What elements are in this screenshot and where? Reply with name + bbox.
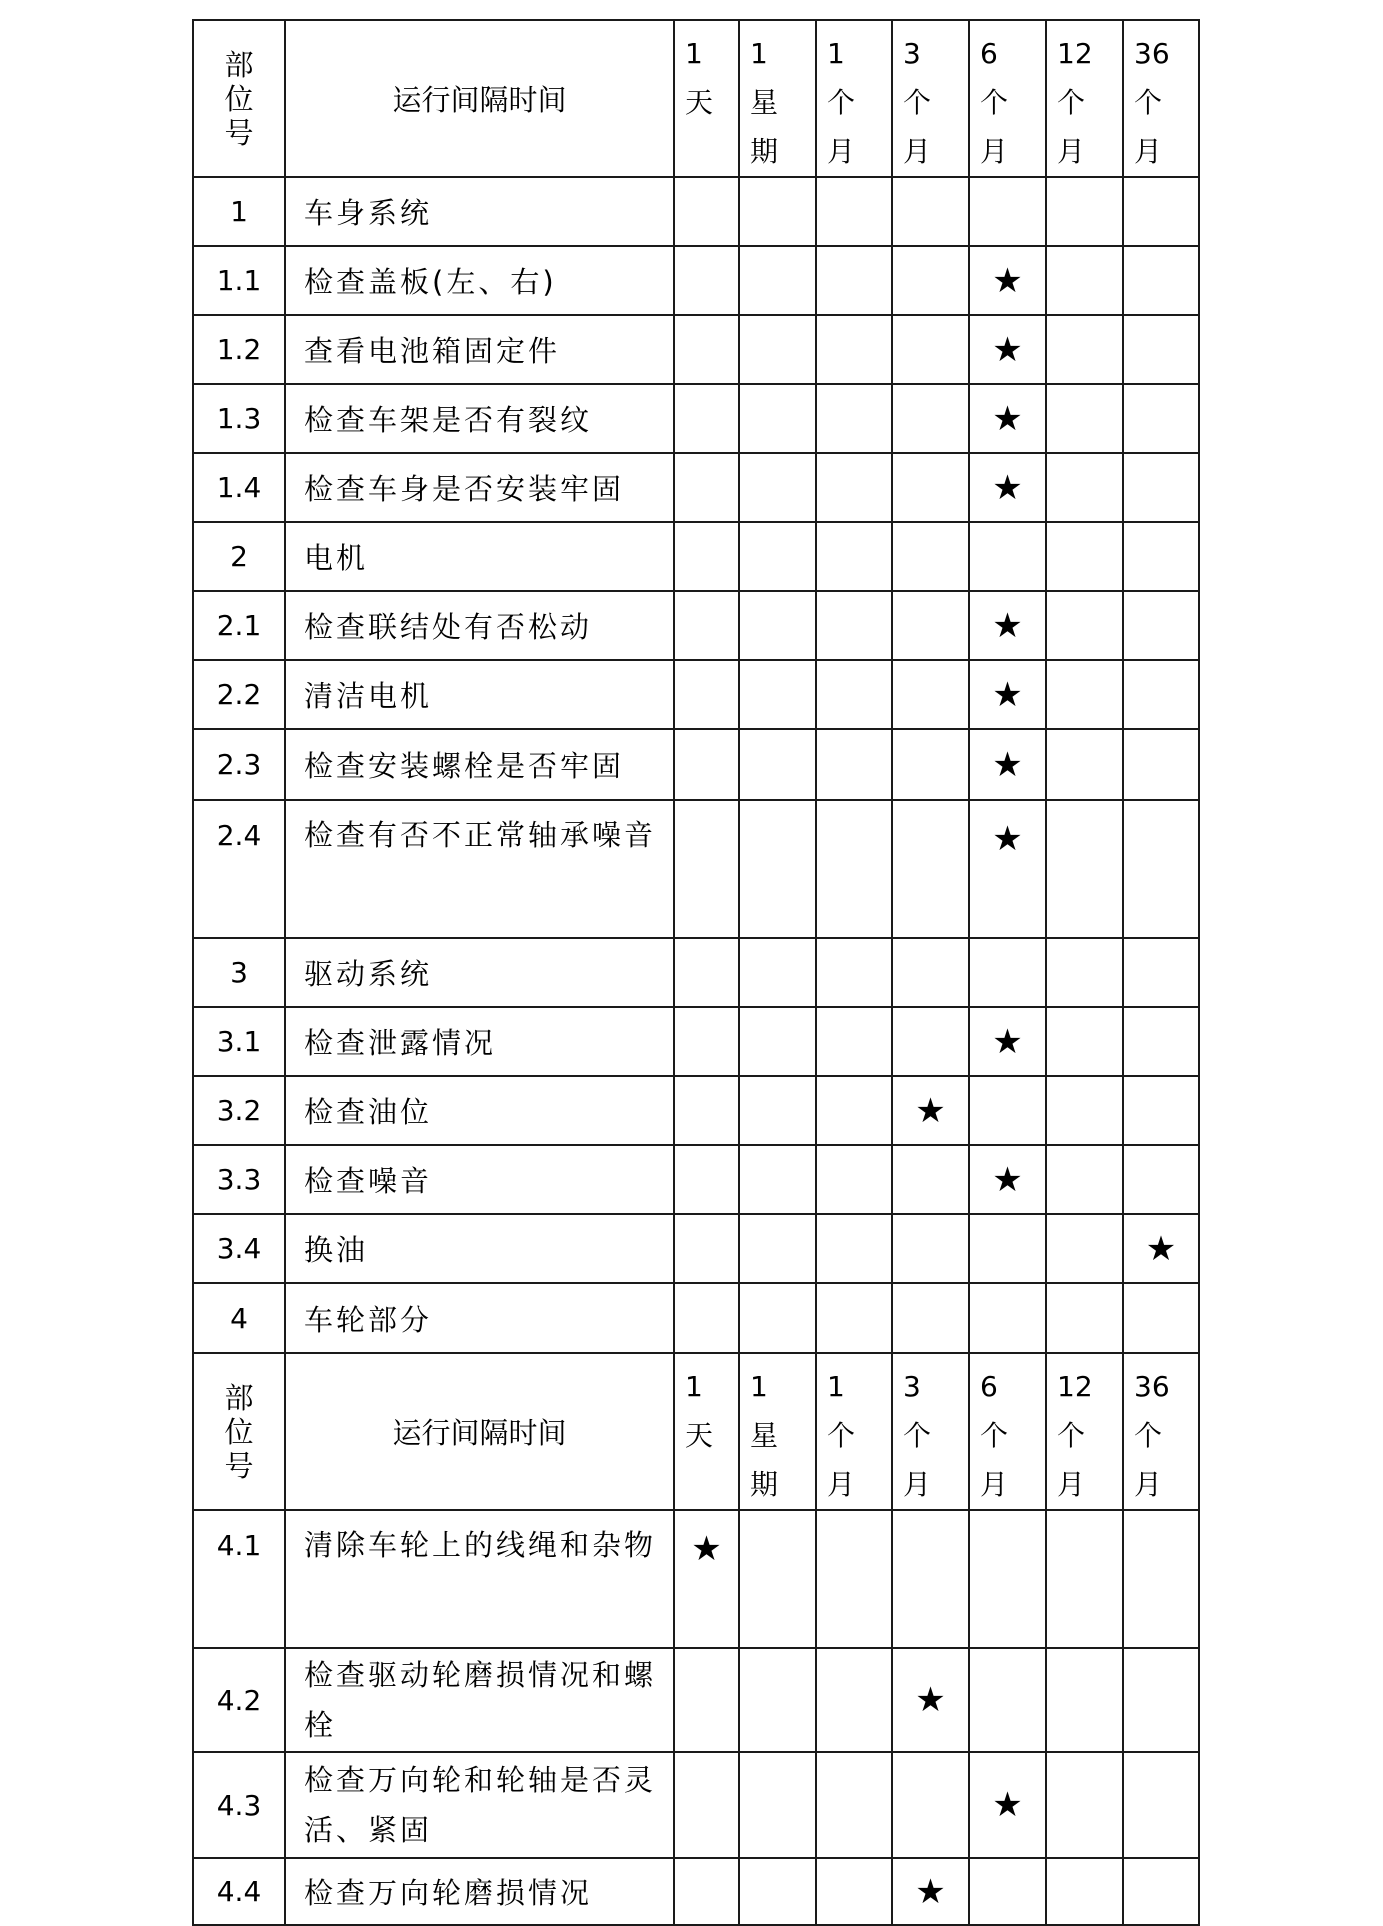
interval-cell	[969, 591, 1046, 660]
interval-cell	[674, 660, 739, 729]
interval-cell	[674, 1858, 739, 1925]
interval-cell	[892, 246, 969, 315]
row-id: 3	[193, 938, 285, 1007]
interval-cell	[1046, 177, 1123, 246]
star-icon: ★	[915, 1871, 946, 1912]
interval-cell	[1123, 660, 1199, 729]
row-id: 3.2	[193, 1076, 285, 1145]
star-icon: ★	[992, 744, 1023, 785]
row-id: 3.4	[193, 1214, 285, 1283]
interval-unit-char: 月	[827, 135, 856, 168]
star-icon: ★	[1145, 1228, 1177, 1269]
row-description: 检查车架是否有裂纹	[285, 384, 674, 453]
interval-cell	[1046, 246, 1123, 315]
interval-unit-char: 月	[1057, 1468, 1086, 1501]
interval-cell	[1046, 1145, 1123, 1214]
interval-cell	[1123, 315, 1199, 384]
interval-cell	[739, 1648, 816, 1752]
interval-cell	[1046, 453, 1123, 522]
interval-cell	[739, 1510, 816, 1648]
interval-unit-char: 期	[750, 1468, 779, 1501]
interval-cell	[892, 1007, 969, 1076]
interval-cell	[816, 1145, 892, 1214]
table-row	[193, 177, 1199, 246]
star-icon: ★	[992, 329, 1023, 370]
interval-cell	[816, 1858, 892, 1925]
interval-cell	[816, 177, 892, 246]
row-description: 驱动系统	[285, 938, 674, 1007]
table-row	[193, 729, 1199, 800]
table-row	[193, 1510, 1199, 1648]
row-description: 检查万向轮和轮轴是否灵活、紧固	[285, 1752, 674, 1858]
row-description: 检查联结处有否松动	[285, 591, 674, 660]
header-interval	[892, 20, 969, 177]
interval-cell	[674, 1076, 739, 1145]
interval-cell	[674, 729, 739, 800]
interval-cell	[1046, 1283, 1123, 1353]
interval-cell	[739, 453, 816, 522]
interval-cell	[1123, 800, 1199, 938]
interval-cell	[816, 522, 892, 591]
interval-unit-char: 月	[827, 1468, 856, 1501]
star-icon: ★	[992, 1785, 1023, 1825]
interval-cell	[816, 384, 892, 453]
interval-number: 1	[750, 37, 768, 70]
interval-cell	[892, 177, 969, 246]
interval-cell	[739, 1007, 816, 1076]
star-icon: ★	[915, 1090, 946, 1131]
interval-cell	[1046, 938, 1123, 1007]
interval-cell	[1046, 800, 1123, 938]
interval-cell	[674, 591, 739, 660]
interval-cell	[739, 938, 816, 1007]
row-id: 2.1	[193, 591, 285, 660]
interval-cell	[969, 522, 1046, 591]
header-id-char: 部	[224, 47, 254, 82]
row-id: 2.2	[193, 660, 285, 729]
interval-cell	[969, 1145, 1046, 1214]
interval-cell	[1123, 591, 1199, 660]
interval-cell	[1123, 1007, 1199, 1076]
row-id: 4.2	[193, 1648, 285, 1752]
interval-cell	[816, 315, 892, 384]
interval-cell	[739, 1076, 816, 1145]
row-description: 检查噪音	[285, 1145, 674, 1214]
interval-cell	[892, 384, 969, 453]
table-row	[193, 1214, 1199, 1283]
header-id-char: 位	[224, 81, 254, 116]
table-row	[193, 522, 1199, 591]
interval-cell	[1123, 1510, 1199, 1648]
star-icon: ★	[992, 674, 1023, 715]
interval-cell	[1123, 246, 1199, 315]
interval-cell	[1123, 938, 1199, 1007]
header-interval	[816, 20, 892, 177]
interval-cell	[969, 729, 1046, 800]
interval-cell	[1046, 1858, 1123, 1925]
interval-number: 12	[1057, 37, 1093, 70]
header-interval	[816, 1353, 892, 1510]
interval-cell	[739, 384, 816, 453]
table-row	[193, 1752, 1199, 1858]
table-row	[193, 453, 1199, 522]
interval-cell	[1046, 315, 1123, 384]
row-description: 检查驱动轮磨损情况和螺栓	[285, 1648, 674, 1752]
row-id: 4	[193, 1283, 285, 1353]
interval-number: 1	[750, 1370, 768, 1403]
interval-unit-char: 个	[980, 1419, 1009, 1452]
interval-number: 36	[1134, 1370, 1170, 1403]
interval-number: 1	[827, 37, 845, 70]
interval-unit-char: 星	[750, 1419, 779, 1452]
interval-cell	[969, 315, 1046, 384]
interval-cell	[739, 729, 816, 800]
interval-cell	[816, 938, 892, 1007]
interval-cell	[892, 660, 969, 729]
interval-cell	[816, 246, 892, 315]
interval-cell	[674, 1648, 739, 1752]
row-description: 清除车轮上的线绳和杂物	[285, 1510, 674, 1648]
header-interval	[739, 1353, 816, 1510]
header-row	[193, 1353, 1199, 1510]
interval-cell	[674, 800, 739, 938]
interval-unit-char: 个	[827, 1419, 856, 1452]
maintenance-schedule-table	[192, 19, 1200, 1926]
interval-cell	[892, 1076, 969, 1145]
interval-cell	[892, 453, 969, 522]
interval-cell	[1046, 591, 1123, 660]
interval-number: 1	[685, 1370, 703, 1403]
interval-cell	[816, 1076, 892, 1145]
interval-cell	[892, 1752, 969, 1858]
interval-number: 3	[903, 37, 921, 70]
interval-cell	[1046, 384, 1123, 453]
row-id: 2	[193, 522, 285, 591]
star-icon: ★	[915, 1680, 946, 1720]
interval-unit-char: 星	[750, 86, 779, 119]
interval-cell	[674, 1510, 739, 1648]
interval-unit-char: 天	[685, 1419, 714, 1452]
interval-cell	[892, 938, 969, 1007]
interval-unit-char: 个	[903, 86, 932, 119]
interval-cell	[1123, 1214, 1199, 1283]
row-id: 1	[193, 177, 285, 246]
interval-cell	[892, 591, 969, 660]
header-title: 运行间隔时间	[285, 1353, 674, 1510]
interval-cell	[816, 1648, 892, 1752]
interval-cell	[739, 522, 816, 591]
star-icon: ★	[992, 819, 1023, 859]
star-icon: ★	[992, 605, 1023, 646]
interval-cell	[1123, 384, 1199, 453]
header-interval	[1123, 1353, 1199, 1510]
interval-unit-char: 个	[903, 1419, 932, 1452]
interval-cell	[674, 246, 739, 315]
interval-cell	[816, 1752, 892, 1858]
interval-cell	[816, 1214, 892, 1283]
table-row	[193, 1648, 1199, 1752]
interval-unit-char: 月	[1134, 1468, 1163, 1501]
interval-unit-char: 个	[1134, 1419, 1163, 1452]
row-description: 清洁电机	[285, 660, 674, 729]
interval-cell	[674, 522, 739, 591]
row-description: 检查车身是否安装牢固	[285, 453, 674, 522]
interval-cell	[739, 315, 816, 384]
interval-cell	[1123, 1145, 1199, 1214]
interval-cell	[674, 315, 739, 384]
row-id: 1.2	[193, 315, 285, 384]
interval-cell	[892, 522, 969, 591]
interval-cell	[1046, 1752, 1123, 1858]
interval-cell	[739, 591, 816, 660]
interval-unit-char: 个	[1057, 86, 1086, 119]
interval-cell	[892, 1214, 969, 1283]
header-interval	[892, 1353, 969, 1510]
table-row	[193, 315, 1199, 384]
row-description: 车身系统	[285, 177, 674, 246]
interval-cell	[1123, 453, 1199, 522]
star-icon: ★	[992, 467, 1023, 508]
interval-cell	[674, 938, 739, 1007]
table-row	[193, 591, 1199, 660]
interval-cell	[969, 384, 1046, 453]
row-description: 检查安装螺栓是否牢固	[285, 729, 674, 800]
header-id-label	[193, 20, 285, 177]
table-row	[193, 384, 1199, 453]
interval-cell	[674, 384, 739, 453]
header-interval	[1046, 1353, 1123, 1510]
interval-cell	[892, 1858, 969, 1925]
header-interval	[739, 20, 816, 177]
row-description: 电机	[285, 522, 674, 591]
interval-cell	[969, 800, 1046, 938]
interval-cell	[1123, 1752, 1199, 1858]
interval-cell	[969, 453, 1046, 522]
table-row	[193, 938, 1199, 1007]
table-row	[193, 1858, 1199, 1925]
interval-cell	[1123, 729, 1199, 800]
header-id-char: 位	[224, 1414, 254, 1449]
interval-cell	[969, 246, 1046, 315]
row-description: 检查有否不正常轴承噪音	[285, 800, 674, 938]
interval-number: 1	[685, 37, 703, 70]
header-interval	[969, 1353, 1046, 1510]
interval-cell	[816, 591, 892, 660]
table-row	[193, 1076, 1199, 1145]
interval-cell	[674, 453, 739, 522]
interval-cell	[969, 1510, 1046, 1648]
interval-cell	[1046, 1007, 1123, 1076]
interval-cell	[969, 1214, 1046, 1283]
header-id-label	[193, 1353, 285, 1510]
interval-cell	[1046, 729, 1123, 800]
table-row	[193, 1283, 1199, 1353]
interval-cell	[739, 1214, 816, 1283]
interval-cell	[892, 800, 969, 938]
interval-cell	[674, 1214, 739, 1283]
row-description: 车轮部分	[285, 1283, 674, 1353]
interval-cell	[969, 1283, 1046, 1353]
interval-cell	[739, 246, 816, 315]
interval-number: 12	[1057, 1370, 1093, 1403]
table-row	[193, 1007, 1199, 1076]
header-interval	[969, 20, 1046, 177]
interval-cell	[674, 1007, 739, 1076]
interval-unit-char: 期	[750, 135, 779, 168]
header-interval	[1046, 20, 1123, 177]
interval-cell	[892, 1145, 969, 1214]
interval-cell	[674, 1283, 739, 1353]
interval-unit-char: 月	[1057, 135, 1086, 168]
table-row	[193, 246, 1199, 315]
interval-cell	[816, 660, 892, 729]
interval-cell	[969, 1076, 1046, 1145]
interval-cell	[674, 1145, 739, 1214]
interval-number: 1	[827, 1370, 845, 1403]
interval-cell	[816, 729, 892, 800]
interval-cell	[816, 1510, 892, 1648]
row-id: 1.1	[193, 246, 285, 315]
interval-unit-char: 个	[1057, 1419, 1086, 1452]
interval-cell	[739, 1145, 816, 1214]
interval-cell	[1046, 1076, 1123, 1145]
interval-unit-char: 月	[903, 135, 932, 168]
interval-number: 6	[980, 1370, 998, 1403]
star-icon: ★	[992, 398, 1023, 439]
interval-unit-char: 月	[1134, 135, 1163, 168]
interval-cell	[1123, 1648, 1199, 1752]
table-row	[193, 800, 1199, 938]
interval-cell	[1046, 522, 1123, 591]
interval-cell	[1046, 660, 1123, 729]
row-description: 查看电池箱固定件	[285, 315, 674, 384]
row-id: 3.3	[193, 1145, 285, 1214]
star-icon: ★	[992, 1021, 1023, 1062]
interval-unit-char: 月	[903, 1468, 932, 1501]
interval-unit-char: 个	[980, 86, 1009, 119]
interval-number: 3	[903, 1370, 921, 1403]
header-interval	[674, 1353, 739, 1510]
interval-unit-char: 天	[685, 86, 714, 119]
interval-cell	[969, 938, 1046, 1007]
interval-cell	[892, 1648, 969, 1752]
star-icon: ★	[992, 260, 1023, 301]
interval-cell	[892, 729, 969, 800]
interval-cell	[892, 1283, 969, 1353]
header-id-char: 号	[224, 1448, 254, 1483]
row-description: 检查油位	[285, 1076, 674, 1145]
interval-cell	[674, 1752, 739, 1858]
interval-cell	[739, 800, 816, 938]
table-row	[193, 1145, 1199, 1214]
row-id: 4.3	[193, 1752, 285, 1858]
header-title: 运行间隔时间	[285, 20, 674, 177]
row-description: 换油	[285, 1214, 674, 1283]
interval-cell	[1123, 522, 1199, 591]
table-row	[193, 660, 1199, 729]
interval-cell	[969, 177, 1046, 246]
interval-cell	[1123, 1076, 1199, 1145]
row-id: 1.4	[193, 453, 285, 522]
row-id: 3.1	[193, 1007, 285, 1076]
row-id: 2.4	[193, 800, 285, 938]
row-description: 检查泄露情况	[285, 1007, 674, 1076]
star-icon: ★	[992, 1159, 1023, 1200]
interval-cell	[816, 1283, 892, 1353]
interval-cell	[739, 1752, 816, 1858]
interval-cell	[739, 1283, 816, 1353]
interval-cell	[969, 1007, 1046, 1076]
header-id-char: 部	[224, 1380, 254, 1415]
row-id: 4.1	[193, 1510, 285, 1648]
interval-cell	[739, 177, 816, 246]
interval-cell	[969, 660, 1046, 729]
interval-unit-char: 月	[980, 1468, 1009, 1501]
row-id: 4.4	[193, 1858, 285, 1925]
interval-cell	[816, 1007, 892, 1076]
interval-unit-char: 月	[980, 135, 1009, 168]
interval-cell	[1046, 1510, 1123, 1648]
interval-cell	[674, 177, 739, 246]
interval-cell	[739, 1858, 816, 1925]
header-interval	[1123, 20, 1199, 177]
interval-cell	[969, 1752, 1046, 1858]
interval-cell	[969, 1648, 1046, 1752]
star-icon: ★	[691, 1529, 722, 1569]
interval-cell	[1123, 177, 1199, 246]
interval-unit-char: 个	[1134, 86, 1163, 119]
interval-number: 36	[1134, 37, 1170, 70]
interval-cell	[1046, 1648, 1123, 1752]
interval-unit-char: 个	[827, 86, 856, 119]
header-interval	[674, 20, 739, 177]
interval-cell	[1046, 1214, 1123, 1283]
interval-cell	[816, 800, 892, 938]
interval-number: 6	[980, 37, 998, 70]
interval-cell	[969, 1858, 1046, 1925]
interval-cell	[739, 660, 816, 729]
interval-cell	[892, 315, 969, 384]
row-id: 2.3	[193, 729, 285, 800]
header-row	[193, 20, 1199, 177]
row-description: 检查万向轮磨损情况	[285, 1858, 674, 1925]
interval-cell	[892, 1510, 969, 1648]
header-id-char: 号	[224, 115, 254, 150]
row-description: 检查盖板(左、右)	[285, 246, 674, 315]
interval-cell	[816, 453, 892, 522]
interval-cell	[1123, 1283, 1199, 1353]
interval-cell	[1123, 1858, 1199, 1925]
row-id: 1.3	[193, 384, 285, 453]
